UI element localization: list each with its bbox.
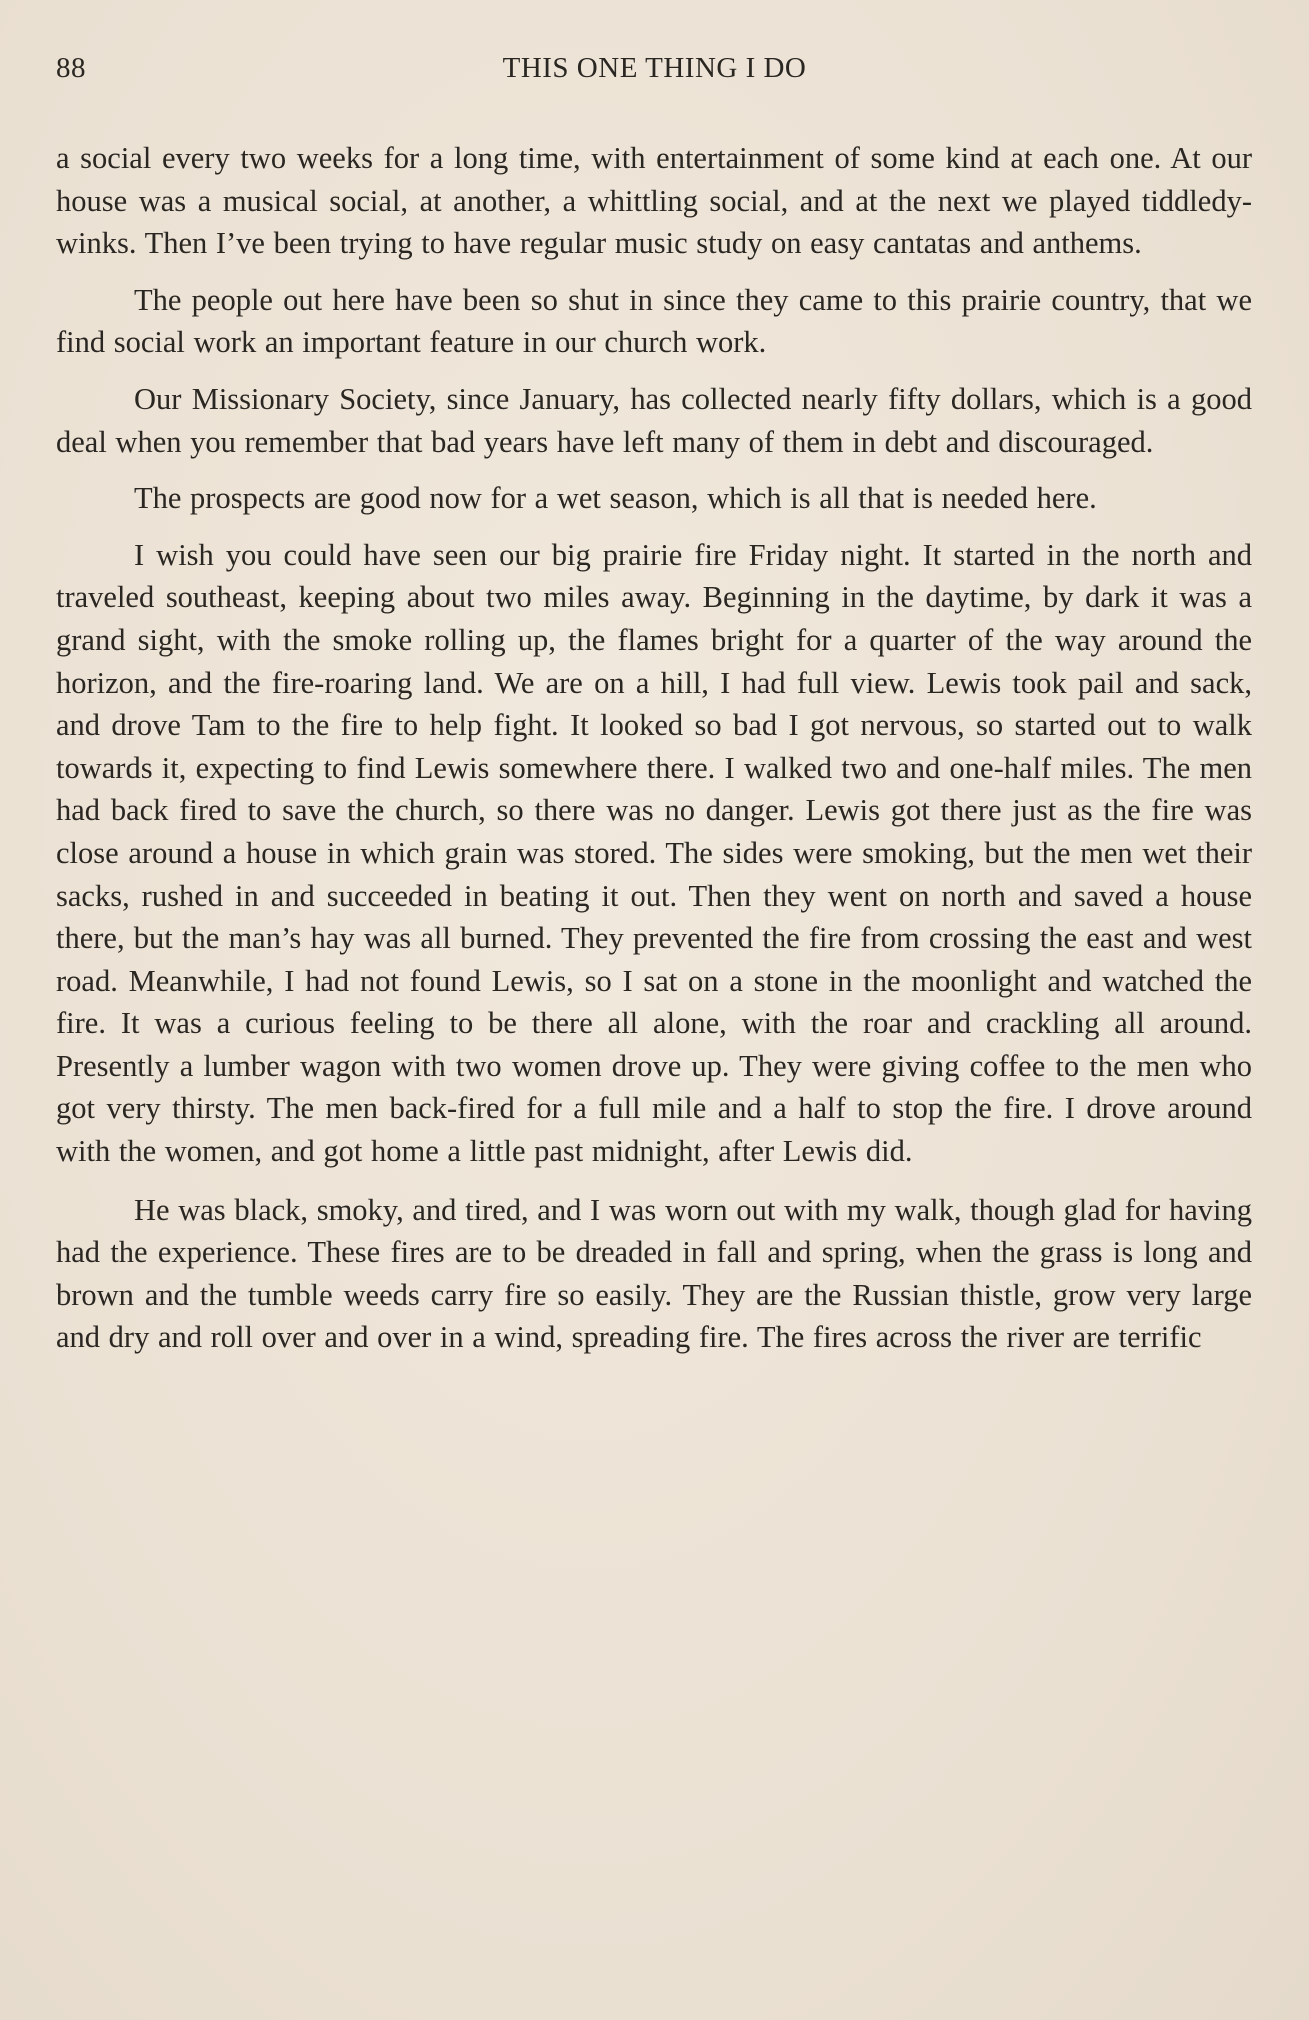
running-title: THIS ONE THING I DO — [502, 52, 807, 84]
page-number: 88 — [56, 52, 86, 84]
paragraph-prospects: The prospects are good now for a wet season, which is all that is needed here. — [134, 481, 1097, 516]
paragraph-prairie-fire: I wish you could have seen our big prairie fire Friday night. It started in the north and traveled southeast, keeping about two miles away. Beginning in the daytime, by dark it was a grand sight, with the smoke rolling up, the flames bright for a quarter of the way around the horizon, and the fire-roaring land. We are on a hill, I had full view. Lewis took pail and sack, and drove Tam to the fire to help fight. It looked so bad I got nervous, so started out to walk towards it, expecting to find Lewis somewhere there. I walked two and one-half miles. The men had back fired to save the church, so there was no danger. Lewis got there just as the fire was close around a house in which grain was stored. The sides were smoking, but the men wet their sacks, rushed in and succeeded in beating it out. Then they went on north and saved a house there, but the man’s hay was all burned. They prevented the fire from crossing the east and west road. Meanwhile, I had not found Lewis, so I sat on a stone in the moonlight and watched the fire. It was a curious feeling to be there all alone, with the roar and crackling all around. Presently a lumber wagon with two women drove up. They were giving coffee to the men who got very thirsty. The men back-fired for a full mile and a half to stop the fire. I drove around with the women, and got home a little past midnight, after Lewis did. — [56, 537, 1252, 1169]
paragraph-aftermath: He was black, smoky, and tired, and I was worn out with my walk, though glad for having had the experience. These fires are to be dreaded in fall and spring, when the grass is long and brown and the tumble weeds carry fire so easily. They are the Russian thistle, grow very large and dry and roll over and over in a wind, spreading fire. The fires across the river are terrific — [56, 1192, 1252, 1355]
paragraph-continued: a social every two weeks for a long time, with entertainment of some kind at each one. At our house was a musical social, at another, a whittling social, and at the next we played tiddledywinks. Then I’ve been trying to have regular music study on easy cantatas and anthems. — [56, 141, 1252, 261]
paragraph-social-work: The people out here have been so shut in since they came to this prairie country, that we find social work an important feature in our church work. — [56, 282, 1252, 360]
running-head — [56, 44, 1253, 92]
paragraph-missionary-society: Our Missionary Society, since January, has collected nearly fifty dollars, which is a good deal when you remember that bad years have left many of them in debt and discouraged. — [56, 381, 1252, 459]
body-text — [56, 137, 1252, 1373]
